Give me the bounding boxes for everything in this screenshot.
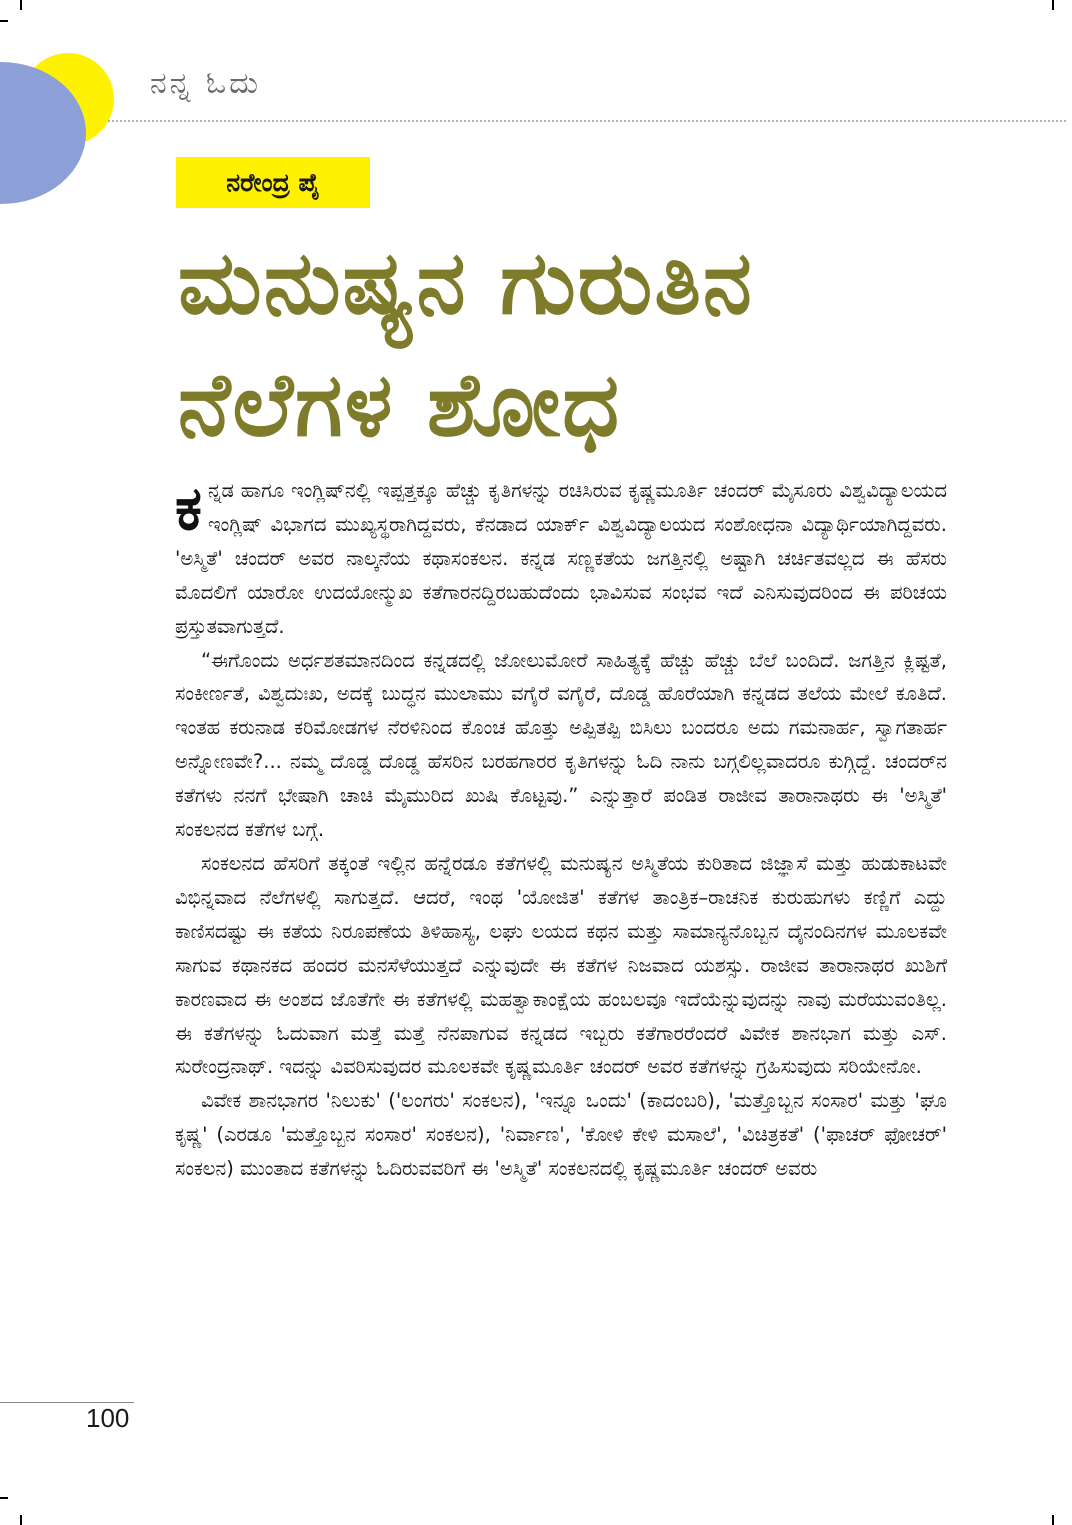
- crop-mark-bottom-left: [20, 1515, 22, 1525]
- author-highlight: [176, 157, 370, 208]
- title-line-2: ನೆಲೆಗಳ ಶೋಧ: [178, 353, 622, 456]
- crop-mark-top-right: [1052, 0, 1054, 10]
- drop-cap: ಕ: [175, 474, 202, 544]
- crop-mark-left-upper: [0, 20, 8, 22]
- crop-mark-bottom-right: [1052, 1515, 1054, 1525]
- crop-mark-top-left: [20, 0, 22, 10]
- paragraph-2: “ಈಗೊಂದು ಅರ್ಧಶತಮಾನದಿಂದ ಕನ್ನಡದಲ್ಲಿ ಜೋಲುಮೋರೆ ಸಾಹಿತ್ಯಕ್ಕೆ ಹೆಚ್ಚು ಹೆಚ್ಚು ಬೆಲೆ ಬಂದಿದೆ. ಜಗತ್ತಿನ ಕ್ಲಿಷ್ಟತೆ, ಸಂಕೀರ್ಣತೆ, ವಿಶ್ವದುಃಖ, ಅದಕ್ಕೆ ಬುದ್ಧನ ಮುಲಾಮು ವಗೈರೆ ವಗೈರೆ, ದೊಡ್ಡ ಹೊರೆಯಾಗಿ ಕನ್ನಡದ ತಲೆಯ ಮೇಲೆ ಕೂತಿದೆ. ಇಂತಹ ಕರುನಾಡ ಕರಿಮೋಡಗಳ ನೆರಳಿನಿಂದ ಕೊಂಚ ಹೊತ್ತು ಅಪ್ಪಿತಪ್ಪಿ ಬಿಸಿಲು ಬಂದರೂ ಅದು ಗಮನಾರ್ಹ, ಸ್ವಾಗತಾರ್ಹ ಅನ್ನೋಣವೇ?... ನಮ್ಮ ದೊಡ್ಡ ದೊಡ್ಡ ಹೆಸರಿನ ಬರಹಗಾರರ ಕೃತಿಗಳನ್ನು ಓದಿ ನಾನು ಬಗ್ಗಲಿಲ್ಲವಾದರೂ ಕುಗ್ಗಿದ್ದೆ. ಚಂದರ್‌ನ ಕತೆಗಳು ನನಗೆ ಭೇಷಾಗಿ ಚಾಚಿ ಮೈಮುರಿದ ಖುಷಿ ಕೊಟ್ಟವು.” ಎನ್ನುತ್ತಾರೆ ಪಂಡಿತ ರಾಜೀವ ತಾರಾನಾಥರು ಈ 'ಅಸ್ಮಿತೆ' ಸಂಕಲನದ ಕತೆಗಳ ಬಗ್ಗೆ.: [175, 648, 947, 842]
- title-line-1: ಮನುಷ್ಯನ ಗುರುತಿನ: [178, 231, 754, 334]
- page-number: 100: [86, 1403, 130, 1433]
- paragraph-4: ವಿವೇಕ ಶಾನಭಾಗರ 'ನಿಲುಕು' ('ಲಂಗರು' ಸಂಕಲನ), 'ಇನ್ನೂ ಒಂದು' (ಕಾದಂಬರಿ), 'ಮತ್ತೊಬ್ಬನ ಸಂಸಾರ' ಮತ್ತು 'ಘೂ ಕೃಷ್ಣ' (ಎರಡೂ 'ಮತ್ತೊಬ್ಬನ ಸಂಸಾರ' ಸಂಕಲನ), 'ನಿರ್ವಾಣ', 'ಕೋಳಿ ಕೇಳಿ ಮಸಾಲೆ', 'ವಿಚಿತ್ರಕತೆ' ('ಫಾಚರ್ ಫೋಚರ್' ಸಂಕಲನ) ಮುಂತಾದ ಕತೆಗಳನ್ನು ಓದಿರುವವರಿಗೆ ಈ 'ಅಸ್ಮಿತೆ' ಸಂಕಲನದಲ್ಲಿ ಕೃಷ್ಣಮೂರ್ತಿ ಚಂದರ್ ಅವರು: [175, 1089, 947, 1181]
- decorative-circles: [0, 40, 130, 220]
- paragraph-1-text: ನ್ನಡ ಹಾಗೂ ಇಂಗ್ಲಿಷ್‌ನಲ್ಲಿ ಇಪ್ಪತ್ತಕ್ಕೂ ಹೆಚ್ಚು ಕೃತಿಗಳನ್ನು ರಚಿಸಿರುವ ಕೃಷ್ಣಮೂರ್ತಿ ಚಂದರ್ ಮೈಸೂರು ವಿಶ್ವವಿದ್ಯಾಲಯದ ಇಂಗ್ಲಿಷ್ ವಿಭಾಗದ ಮುಖ್ಯಸ್ಥರಾಗಿದ್ದವರು, ಕೆನಡಾದ ಯಾರ್ಕ್ ವಿಶ್ವವಿದ್ಯಾಲಯದ ಸಂಶೋಧನಾ ವಿದ್ಯಾರ್ಥಿಯಾಗಿದ್ದವರು. 'ಅಸ್ಮಿತೆ' ಚಂದರ್ ಅವರ ನಾಲ್ಕನೆಯ ಕಥಾಸಂಕಲನ. ಕನ್ನಡ ಸಣ್ಣಕತೆಯ ಜಗತ್ತಿನಲ್ಲಿ ಅಷ್ಟಾಗಿ ಚರ್ಚಿತವಲ್ಲದ ಈ ಹೆಸರು ಮೊದಲಿಗೆ ಯಾರೋ ಉದಯೋನ್ಮುಖ ಕತೆಗಾರನದ್ದಿರಬಹುದೆಂದು ಭಾವಿಸುವ ಸಂಭವ ಇದೆ ಎನಿಸುವುದರಿಂದ ಈ ಪರಿಚಯ ಪ್ರಸ್ತುತವಾಗುತ್ತದೆ.: [175, 479, 947, 638]
- author-name: ನರೇಂದ್ರ ಪೈ: [226, 167, 320, 197]
- section-label: ನನ್ನ ಓದು: [150, 66, 262, 101]
- dotted-divider: [108, 120, 1066, 122]
- crop-mark-left-lower: [0, 1497, 8, 1499]
- article-title: [178, 222, 1018, 466]
- article-body: [175, 474, 947, 1186]
- paragraph-3: ಸಂಕಲನದ ಹೆಸರಿಗೆ ತಕ್ಕಂತೆ ಇಲ್ಲಿನ ಹನ್ನೆರಡೂ ಕತೆಗಳಲ್ಲಿ ಮನುಷ್ಯನ ಅಸ್ಮಿತೆಯ ಕುರಿತಾದ ಜಿಜ್ಞಾಸೆ ಮತ್ತು ಹುಡುಕಾಟವೇ ವಿಭಿನ್ನವಾದ ನೆಲೆಗಳಲ್ಲಿ ಸಾಗುತ್ತದೆ. ಆದರೆ, ಇಂಥ 'ಯೋಜಿತ' ಕತೆಗಳ ತಾಂತ್ರಿಕ–ರಾಚನಿಕ ಕುರುಹುಗಳು ಕಣ್ಣಿಗೆ ಎದ್ದು ಕಾಣಿಸದಷ್ಟು ಈ ಕತೆಯ ನಿರೂಪಣೆಯ ತಿಳಿಹಾಸ್ಯ, ಲಘು ಲಯದ ಕಥನ ಮತ್ತು ಸಾಮಾನ್ಯನೊಬ್ಬನ ದೈನಂದಿನಗಳ ಮೂಲಕವೇ ಸಾಗುವ ಕಥಾನಕದ ಹಂದರ ಮನಸೆಳೆಯುತ್ತದೆ ಎನ್ನುವುದೇ ಈ ಕತೆಗಳ ನಿಜವಾದ ಯಶಸ್ಸು. ರಾಜೀವ ತಾರಾನಾಥರ ಖುಶಿಗೆ ಕಾರಣವಾದ ಈ ಅಂಶದ ಜೊತೆಗೇ ಈ ಕತೆಗಳಲ್ಲಿ ಮಹತ್ವಾಕಾಂಕ್ಷೆಯ ಹಂಬಲವೂ ಇದೆಯೆನ್ನುವುದನ್ನು ನಾವು ಮರೆಯುವಂತಿಲ್ಲ. ಈ ಕತೆಗಳನ್ನು ಓದುವಾಗ ಮತ್ತೆ ಮತ್ತೆ ನೆನಪಾಗುವ ಕನ್ನಡದ ಇಬ್ಬರು ಕತೆಗಾರರೆಂದರೆ ವಿವೇಕ ಶಾನಭಾಗ ಮತ್ತು ಎಸ್. ಸುರೇಂದ್ರನಾಥ್. ಇದನ್ನು ವಿವರಿಸುವುದರ ಮೂಲಕವೇ ಕೃಷ್ಣಮೂರ್ತಿ ಚಂದರ್ ಅವರ ಕತೆಗಳನ್ನು ಗ್ರಹಿಸುವುದು ಸರಿಯೇನೋ.: [175, 851, 947, 1079]
- paragraph-1: [175, 474, 947, 644]
